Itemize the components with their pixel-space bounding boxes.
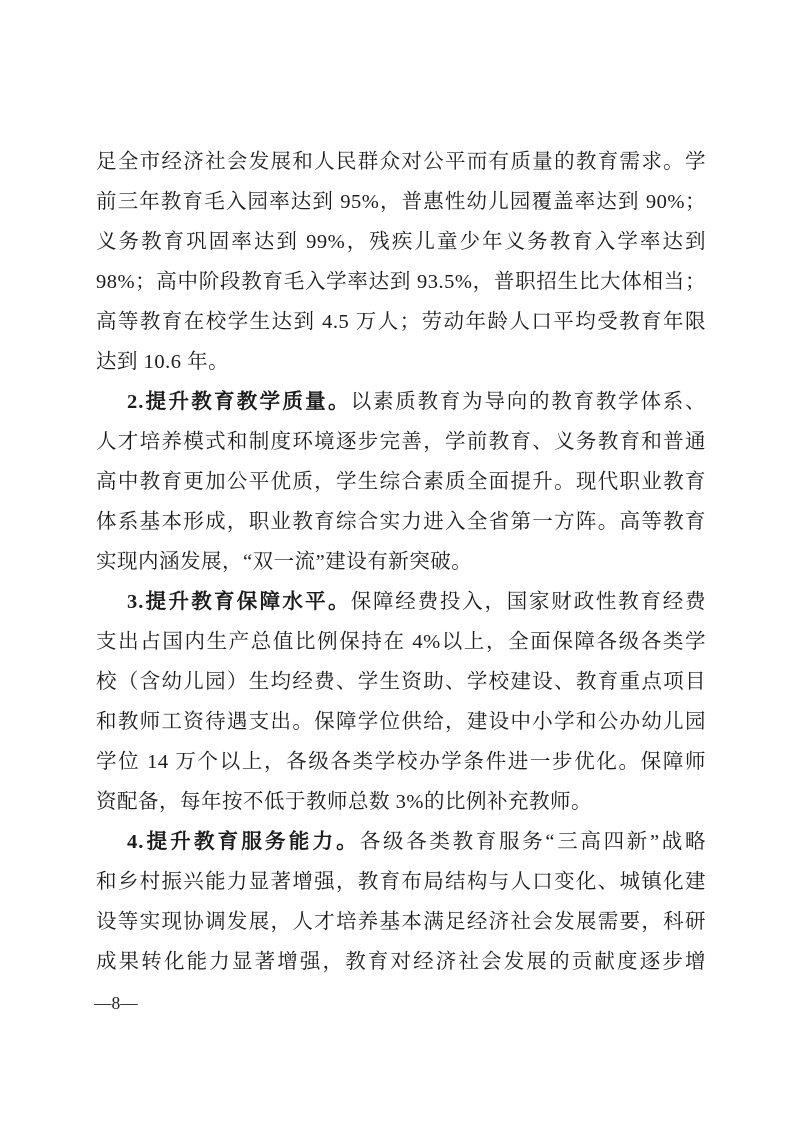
text-line: 前三年教育毛入园率达到 95%，普惠性幼儿园覆盖率达到 90%； (96, 191, 706, 213)
text-line: 高等教育在校学生达到 4.5 万人；劳动年龄人口平均受教育年限 (96, 311, 706, 333)
text-line: 体系基本形成，职业教育综合实力进入全省第一方阵。高等教育 (96, 511, 706, 533)
paragraph-continuation (96, 142, 706, 382)
text-line: 高中教育更加公平优质，学生综合素质全面提升。现代职业教育 (96, 471, 706, 493)
text-line (96, 382, 706, 422)
text-line (96, 582, 706, 622)
text-line (96, 822, 706, 862)
text-line: 和教师工资待遇支出。保障学位供给，建设中小学和公办幼儿园 (96, 711, 706, 733)
page-number: —8— (94, 993, 138, 1013)
section-3-first-line-text: 保障经费投入，国家财政性教育经费 (350, 591, 706, 613)
text-line: 成果转化能力显著增强，教育对经济社会发展的贡献度逐步增 (96, 951, 706, 973)
text-line: 支出占国内生产总值比例保持在 4%以上，全面保障各级各类学 (96, 631, 706, 653)
text-line: 设等实现协调发展，人才培养基本满足经济社会发展需要，科研 (96, 911, 706, 933)
section-heading-3: 3.提升教育保障水平。 (127, 591, 351, 613)
text-line: 达到 10.6 年。 (96, 351, 230, 373)
text-line: 义务教育巩固率达到 99%，残疾儿童少年义务教育入学率达到 (96, 231, 706, 253)
section-heading-2: 2.提升教育教学质量。 (127, 391, 351, 413)
text-line: 人才培养模式和制度环境逐步完善，学前教育、义务教育和普通 (96, 431, 706, 453)
text-line: 98%；高中阶段教育毛入学率达到 93.5%，普职招生比大体相当； (96, 271, 706, 293)
section-heading-4: 4.提升教育服务能力。 (127, 831, 360, 853)
text-line: 学位 14 万个以上，各级各类学校办学条件进一步优化。保障师 (96, 751, 706, 773)
document-text-block (96, 142, 706, 982)
text-line: 实现内涵发展，“双一流”建设有新突破。 (96, 551, 473, 573)
section-4-first-line-text: 各级各类教育服务“三高四新”战略 (359, 831, 706, 853)
text-line: 资配备，每年按不低于教师总数 3%的比例补充教师。 (96, 791, 592, 813)
text-line: 校（含幼儿园）生均经费、学生资助、学校建设、教育重点项目 (96, 671, 706, 693)
text-line: 和乡村振兴能力显著增强，教育布局结构与人口变化、城镇化建 (96, 871, 706, 893)
paragraph-section-3 (96, 582, 706, 822)
paragraph-section-2 (96, 382, 706, 582)
paragraph-section-4 (96, 822, 706, 982)
text-line: 足全市经济社会发展和人民群众对公平而有质量的教育需求。学 (96, 151, 706, 173)
section-2-first-line-text: 以素质教育为导向的教育教学体系、 (350, 391, 706, 413)
